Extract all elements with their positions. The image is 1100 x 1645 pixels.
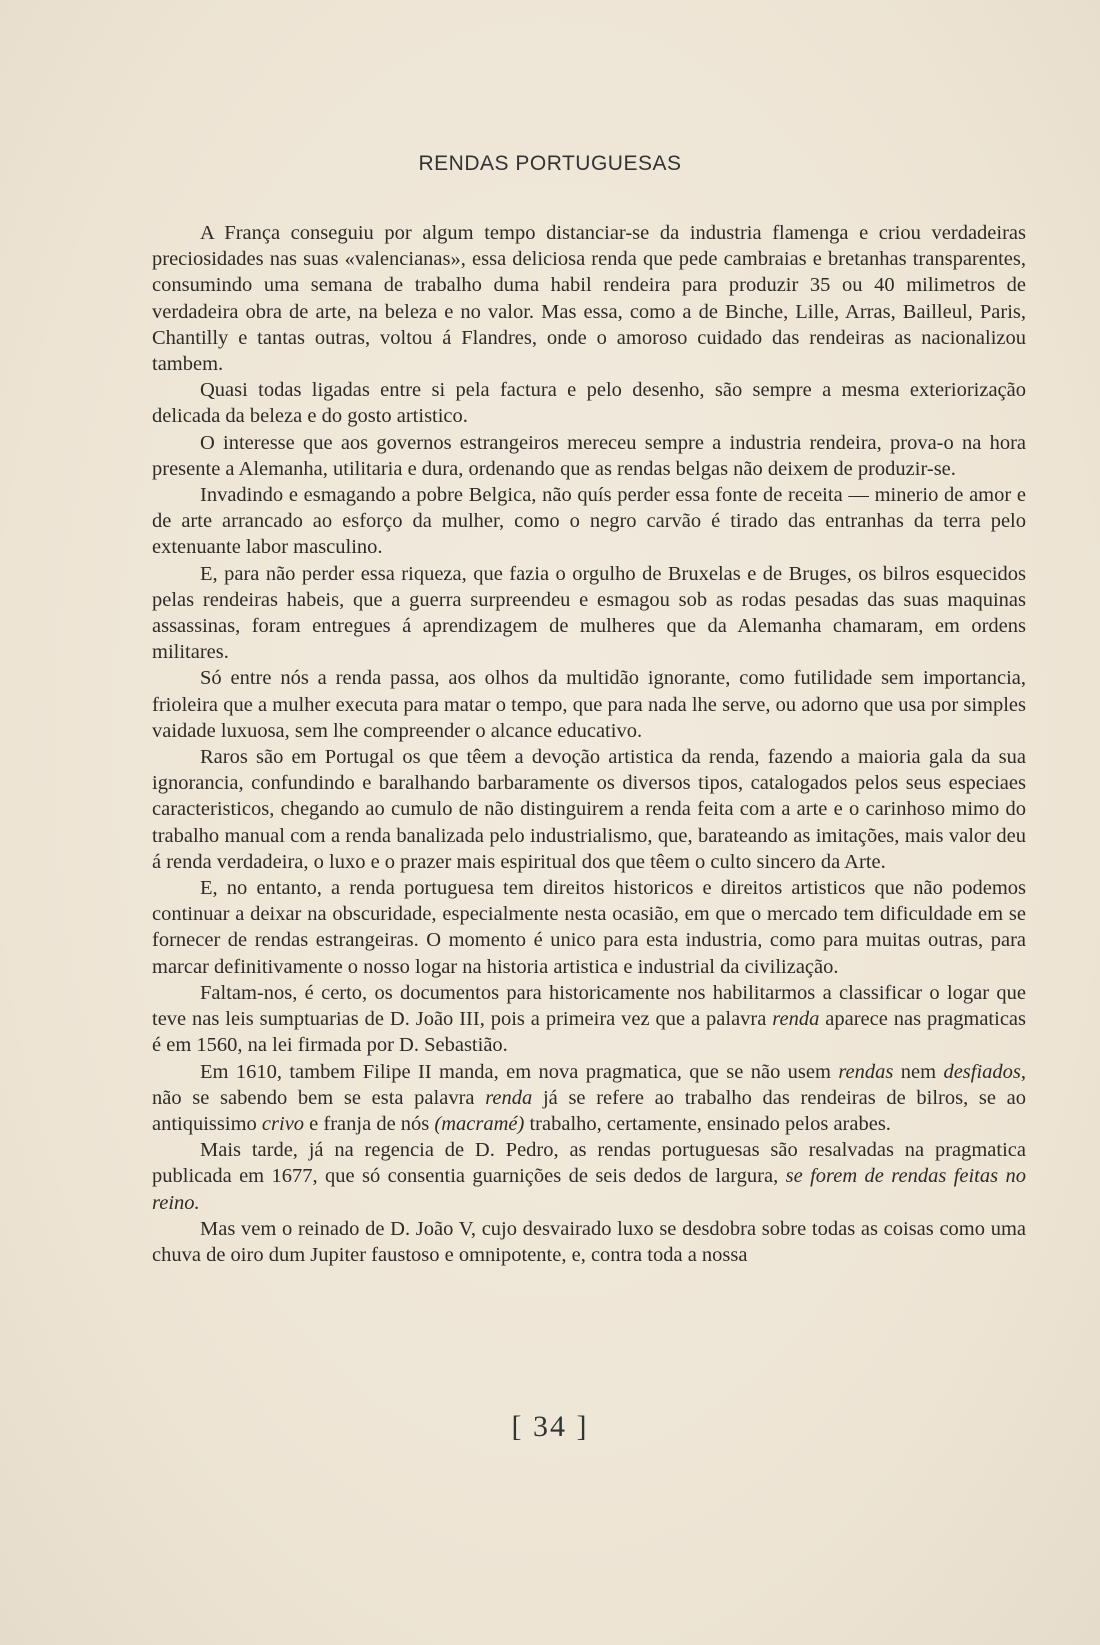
text-run: já se refere ao trabalho das rendeiras de bilros, se ao antiquissimo <box>152 1086 1026 1135</box>
text-run: trabalho, certamente, ensinado pelos arabes. <box>524 1112 891 1135</box>
italic-term: se forem de rendas feitas no reino. <box>152 1165 1026 1214</box>
body-text <box>152 220 1026 1268</box>
text-run: nem <box>893 1060 944 1083</box>
paragraph: O interesse que aos governos estrangeiros mereceu sempre a industria rendeira, prova-o na hora presente a Alemanha, utilitaria e dura, ordenando que as rendas belgas não deixem de produzir-se. <box>152 431 1026 480</box>
paragraph: A França conseguiu por algum tempo distanciar-se da industria flamenga e criou verdadeiras preciosidades nas suas «valencianas», essa deliciosa renda que pede cambraias e bretanhas transparentes, consumindo uma semana de trabalho duma habil rendeira para produzir 35 ou 40 milimetros de verdadeira obra de arte, na beleza e no valor. Mas essa, como a de Binche, Lille, Arras, Bailleul, Paris, Chantilly e tantas outras, voltou á Flandres, onde o amoroso cuidado das rendeiras as nacionalizou tambem. <box>152 222 1026 376</box>
paragraph: E, no entanto, a renda portuguesa tem direitos historicos e direitos artisticos que não podemos continuar a deixar na obscuridade, especialmente nesta ocasião, em que o mercado tem dificuldade em se fornecer de rendas estrangeiras. O momento é unico para esta industria, como para muitas outras, para marcar definitivamente o nosso logar na historia artistica e industrial da civilização. <box>152 877 1026 978</box>
page-number: [ 34 ] <box>511 1410 589 1443</box>
paragraph: Mas vem o reinado de D. João V, cujo desvairado luxo se desdobra sobre todas as coisas como uma chuva de oiro dum Jupiter faustoso e omnipotente, e, contra toda a nossa <box>152 1217 1026 1266</box>
italic-term: renda <box>772 1008 820 1031</box>
paragraph: Raros são em Portugal os que têem a devoção artistica da renda, fazendo a maioria gala da sua ignorancia, confundindo e baralhando barbaramente os diversos tipos, catalogados pelos seus especiaes caracteristicos, chegando ao cumulo de não distinguirem a renda feita com a arte e o carinhoso mimo do trabalho manual com a renda banalizada pelo industrialismo, que, barateando as imitações, mais valor deu á renda verdadeira, o luxo e o prazer mais espiritual dos que têem o culto sincero da Arte. <box>152 746 1026 873</box>
page-title: RENDAS PORTUGUESAS <box>418 152 682 175</box>
text-run: Mais tarde, já na regencia de D. Pedro, as rendas portuguesas são resalvadas na pragmatica publicada em 1677, que só consentia guarnições de seis dedos de largura, <box>152 1139 1026 1188</box>
paragraph <box>152 1059 1026 1138</box>
italic-term: crivo <box>261 1112 305 1135</box>
italic-term: desfiados <box>943 1060 1021 1083</box>
paragraph <box>152 980 1026 1059</box>
paragraph: Invadindo e esmagando a pobre Belgica, não quís perder essa fonte de receita — minerio de amor e de arte arrancado ao esforço da mulher, como o negro carvão é tirado das entranhas da terra pelo extenuante labor masculino. <box>152 484 1026 559</box>
italic-term: rendas <box>838 1060 894 1083</box>
paragraph: Só entre nós a renda passa, aos olhos da multidão ignorante, como futilidade sem importancia, frioleira que a mulher executa para matar o tempo, que para nada lhe serve, ou adorno que usa por simples vaidade luxuosa, sem lhe compreender o alcance educativo. <box>152 667 1026 742</box>
text-run: Faltam-nos, é certo, os documentos para historicamente nos habilitarmos a classificar o logar que teve nas leis sumptuarias de D. João III, pois a primeira vez que a palavra <box>152 981 1026 1031</box>
text-run: aparece nas pragmaticas é em 1560, na lei firmada por D. Sebastião. <box>152 1008 1027 1057</box>
italic-term: (macramé) <box>434 1112 525 1135</box>
text-run: Em 1610, tambem Filipe II manda, em nova pragmatica, que se não usem <box>200 1060 839 1083</box>
text-run: e franja de nós <box>304 1112 435 1135</box>
text-run: , não se sabendo bem se esta palavra <box>152 1060 1027 1109</box>
paragraph: Quasi todas ligadas entre si pela factura e pelo desenho, são sempre a mesma exteriorização delicada da beleza e do gosto artistico. <box>152 379 1026 428</box>
italic-term: renda <box>485 1086 533 1109</box>
paragraph: E, para não perder essa riqueza, que fazia o orgulho de Bruxelas e de Bruges, os bilros esquecidos pelas rendeiras habeis, que a guerra surpreendeu e esmagou sob as rodas pesadas das suas maquinas assassinas, foram entregues á aprendizagem de mulheres que da Alemanha chamaram, em ordens militares. <box>152 562 1026 664</box>
paragraph <box>152 1137 1026 1216</box>
